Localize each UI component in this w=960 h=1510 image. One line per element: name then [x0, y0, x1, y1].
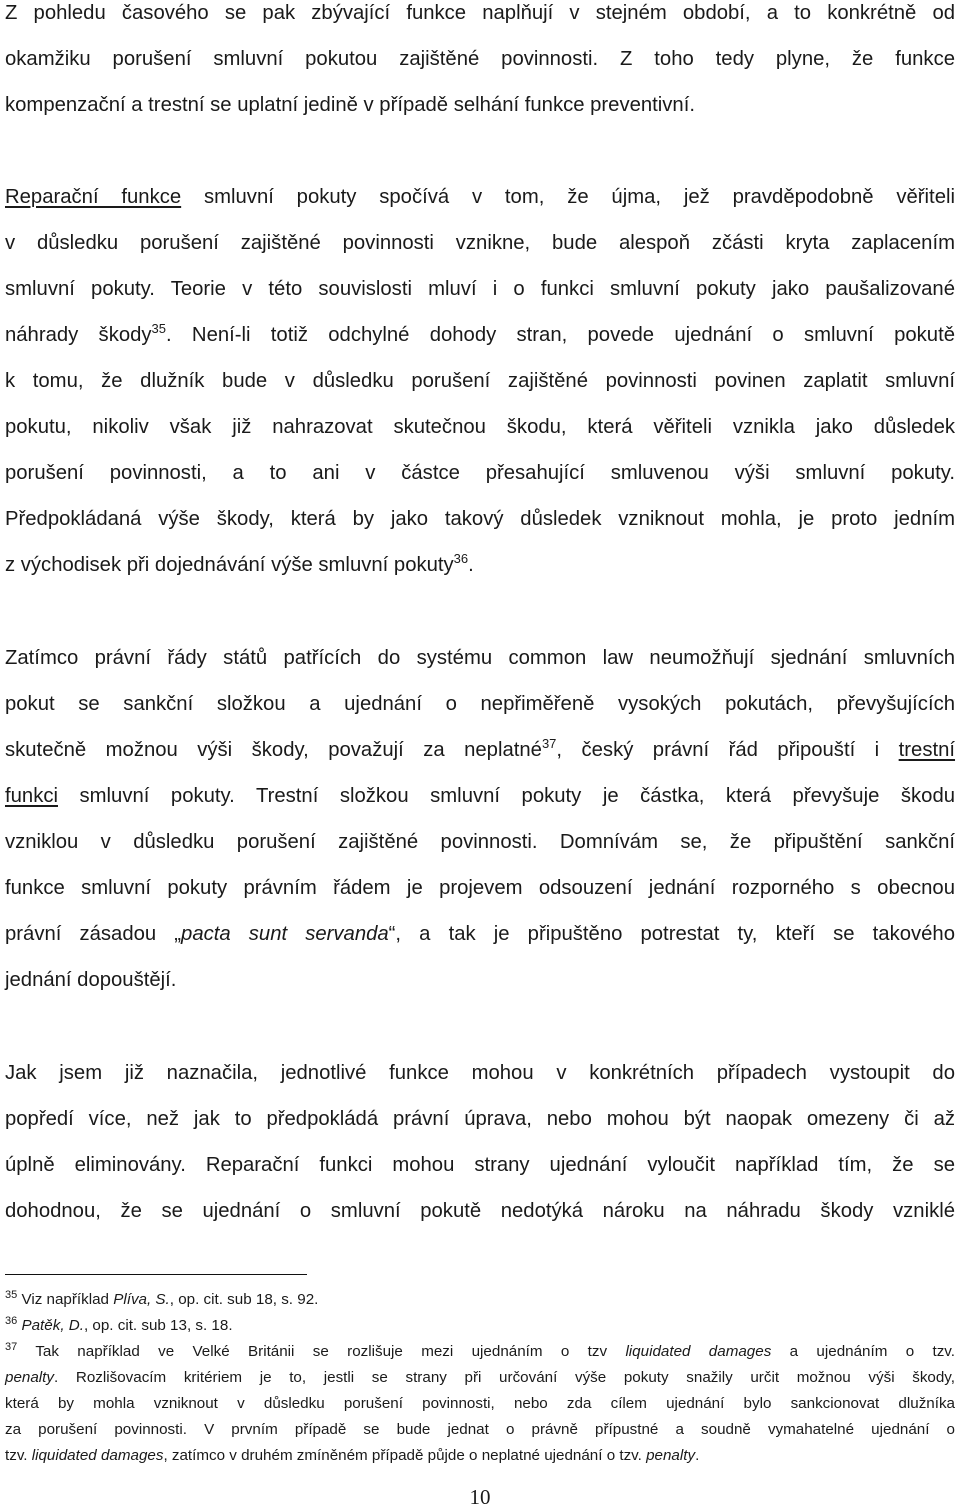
text-span: , op. cit. sub 13, s. 18. — [83, 1317, 233, 1334]
footnote-36 — [5, 1316, 955, 1336]
footnote-ref-35: 35 — [151, 321, 167, 336]
text-span: právní zásadou „ — [5, 923, 182, 945]
text-span: . Není-li totiž odchylné dohody stran, povede ujednání o smluvní pokutě — [166, 324, 955, 346]
paragraph-2-line-7 — [5, 921, 955, 947]
italic-author: Plíva, S. — [113, 1291, 170, 1308]
footnote-number: 35 — [5, 1289, 18, 1301]
term-trestni: trestní — [898, 739, 956, 761]
footnote-37-line-5 — [5, 1446, 955, 1466]
paragraph-1-line-3: smluvní pokuty. Teorie v této souvislosti mluví i o funkci smluvní pokuty jako paušalizované — [5, 278, 955, 300]
paragraph-1-line-8: Předpokládaná výše škody, která by jako takový důsledek vzniknout mohla, je proto jedním — [5, 508, 955, 530]
paragraph-0-line-2: okamžiku porušení smluvní pokutou zajištěné povinnosti. Z toho tedy plyne, že funkce — [5, 48, 955, 70]
paragraph-1-line-2: v důsledku porušení zajištěné povinnosti vznikne, bude alespoň zčásti kryta zaplacením — [5, 232, 955, 254]
italic-term: penalty — [5, 1369, 54, 1386]
text-span: z východisek při dojednávání výše smluvní pokuty — [5, 554, 454, 576]
text-span: . Rozlišovacím kritériem je to, jestli se strany při určování výše pokuty snažily určit možnou výši škody, — [53, 1369, 955, 1386]
footnote-separator — [5, 1274, 307, 1275]
paragraph-2-line-5: vzniklou v důsledku porušení zajištěné povinnosti. Domnívám se, že připuštění sankční — [5, 831, 955, 853]
footnote-37-line-3: která by mohla vzniknout v důsledku porušení povinnosti, nebo zda cílem ujednání bylo sankcionovat dlužníka — [5, 1395, 955, 1412]
text-span: “, a tak je připuštěno potrestat ty, kteří se takového — [388, 923, 955, 945]
text-span: , zatímco v druhém zmíněném případě půjde o neplatné ujednání o tzv. — [163, 1447, 647, 1464]
paragraph-2-line-8: jednání dopouštějí. — [5, 969, 177, 991]
paragraph-1-line-7: porušení povinnosti, a to ani v částce přesahující smluvenou výši smluvní pokuty. — [5, 462, 955, 484]
footnote-number: 37 — [5, 1341, 18, 1353]
text-span: tzv. — [5, 1447, 32, 1464]
paragraph-3-line-3: úplně eliminovány. Reparační funkci mohou strany ujednání vyloučit například tím, že se — [5, 1154, 955, 1176]
paragraph-0-line-1: Z pohledu časového se pak zbývající funkce naplňují v stejném období, a to konkrétně od — [5, 2, 955, 24]
footnote-number: 36 — [5, 1315, 18, 1327]
text-span: skutečně možnou výši škody, považují za neplatné — [5, 739, 542, 761]
text-span: . — [695, 1447, 700, 1464]
paragraph-0-line-3: kompenzační a trestní se uplatní jedině v případě selhání funkce preventivní. — [5, 94, 695, 116]
paragraph-2-line-2: pokut se sankční složkou a ujednání o nepřiměřeně vysokých pokutách, převyšujících — [5, 693, 955, 715]
text-span: , op. cit. sub 18, s. 92. — [169, 1291, 319, 1308]
italic-author: Patěk, D. — [21, 1317, 84, 1334]
paragraph-3-line-1: Jak jsem již naznačila, jednotlivé funkce mohou v konkrétních případech vystoupit do — [5, 1062, 955, 1084]
paragraph-1-line-1 — [5, 184, 955, 210]
text-span: a ujednáním o tzv. — [771, 1343, 955, 1360]
paragraph-2-line-3 — [5, 737, 955, 763]
text-span: smluvní pokuty. Trestní složkou smluvní pokuty je částka, která převyšuje škodu — [57, 785, 955, 807]
italic-term: penalty — [646, 1447, 696, 1464]
paragraph-1-line-5: k tomu, že dlužník bude v důsledku porušení zajištěné povinnosti povinen zaplatit smluvní — [5, 370, 955, 392]
footnote-ref-37: 37 — [541, 736, 557, 751]
paragraph-1-line-6: pokutu, nikoliv však již nahrazovat skutečnou škodu, která věřiteli vznikla jako důsledek — [5, 416, 955, 438]
footnote-ref-36: 36 — [453, 551, 469, 566]
text-span: , český právní řád připouští i — [556, 739, 899, 761]
paragraph-1-line-9 — [5, 552, 955, 578]
footnote-37-line-4: za porušení povinnosti. V prvním případě se bude jednat o právně přípustné a soudně vymahatelné ujednání o — [5, 1421, 955, 1438]
footnote-35 — [5, 1290, 955, 1310]
italic-term: liquidated damages — [625, 1343, 772, 1360]
paragraph-3-line-4: dohodnou, že se ujednání o smluvní pokutě nedotýká nároku na náhradu škody vzniklé — [5, 1200, 955, 1222]
term-funkci: funkci — [5, 785, 58, 807]
text-span: Tak například ve Velké Británii se rozlišuje mezi ujednáním o tzv — [17, 1343, 626, 1360]
page-number: 10 — [469, 1485, 491, 1509]
paragraph-2-line-4 — [5, 783, 955, 809]
footnote-37-line-2 — [5, 1368, 955, 1388]
paragraph-2-line-6: funkce smluvní pokuty právním řádem je projevem odsouzení jednání rozporného s obecnou — [5, 877, 955, 899]
paragraph-1-line-4 — [5, 322, 955, 348]
term-reparacni-funkce: Reparační funkce — [5, 186, 182, 208]
text-span: . — [468, 554, 474, 576]
paragraph-2-line-1: Zatímco právní řády států patřících do systému common law neumožňují sjednání smluvních — [5, 647, 955, 669]
italic-term: liquidated damages — [31, 1447, 164, 1464]
paragraph-3-line-2: popředí více, než jak to předpokládá právní úprava, nebo mohou být naopak omezeny či až — [5, 1108, 955, 1130]
italic-phrase: pacta sunt servanda — [181, 923, 389, 945]
text-span: Viz například — [17, 1291, 114, 1308]
text-span: smluvní pokuty spočívá v tom, že újma, jež pravděpodobně věřiteli — [181, 186, 955, 208]
footnote-37-line-1 — [5, 1342, 955, 1362]
text-span: náhrady škody — [5, 324, 152, 346]
